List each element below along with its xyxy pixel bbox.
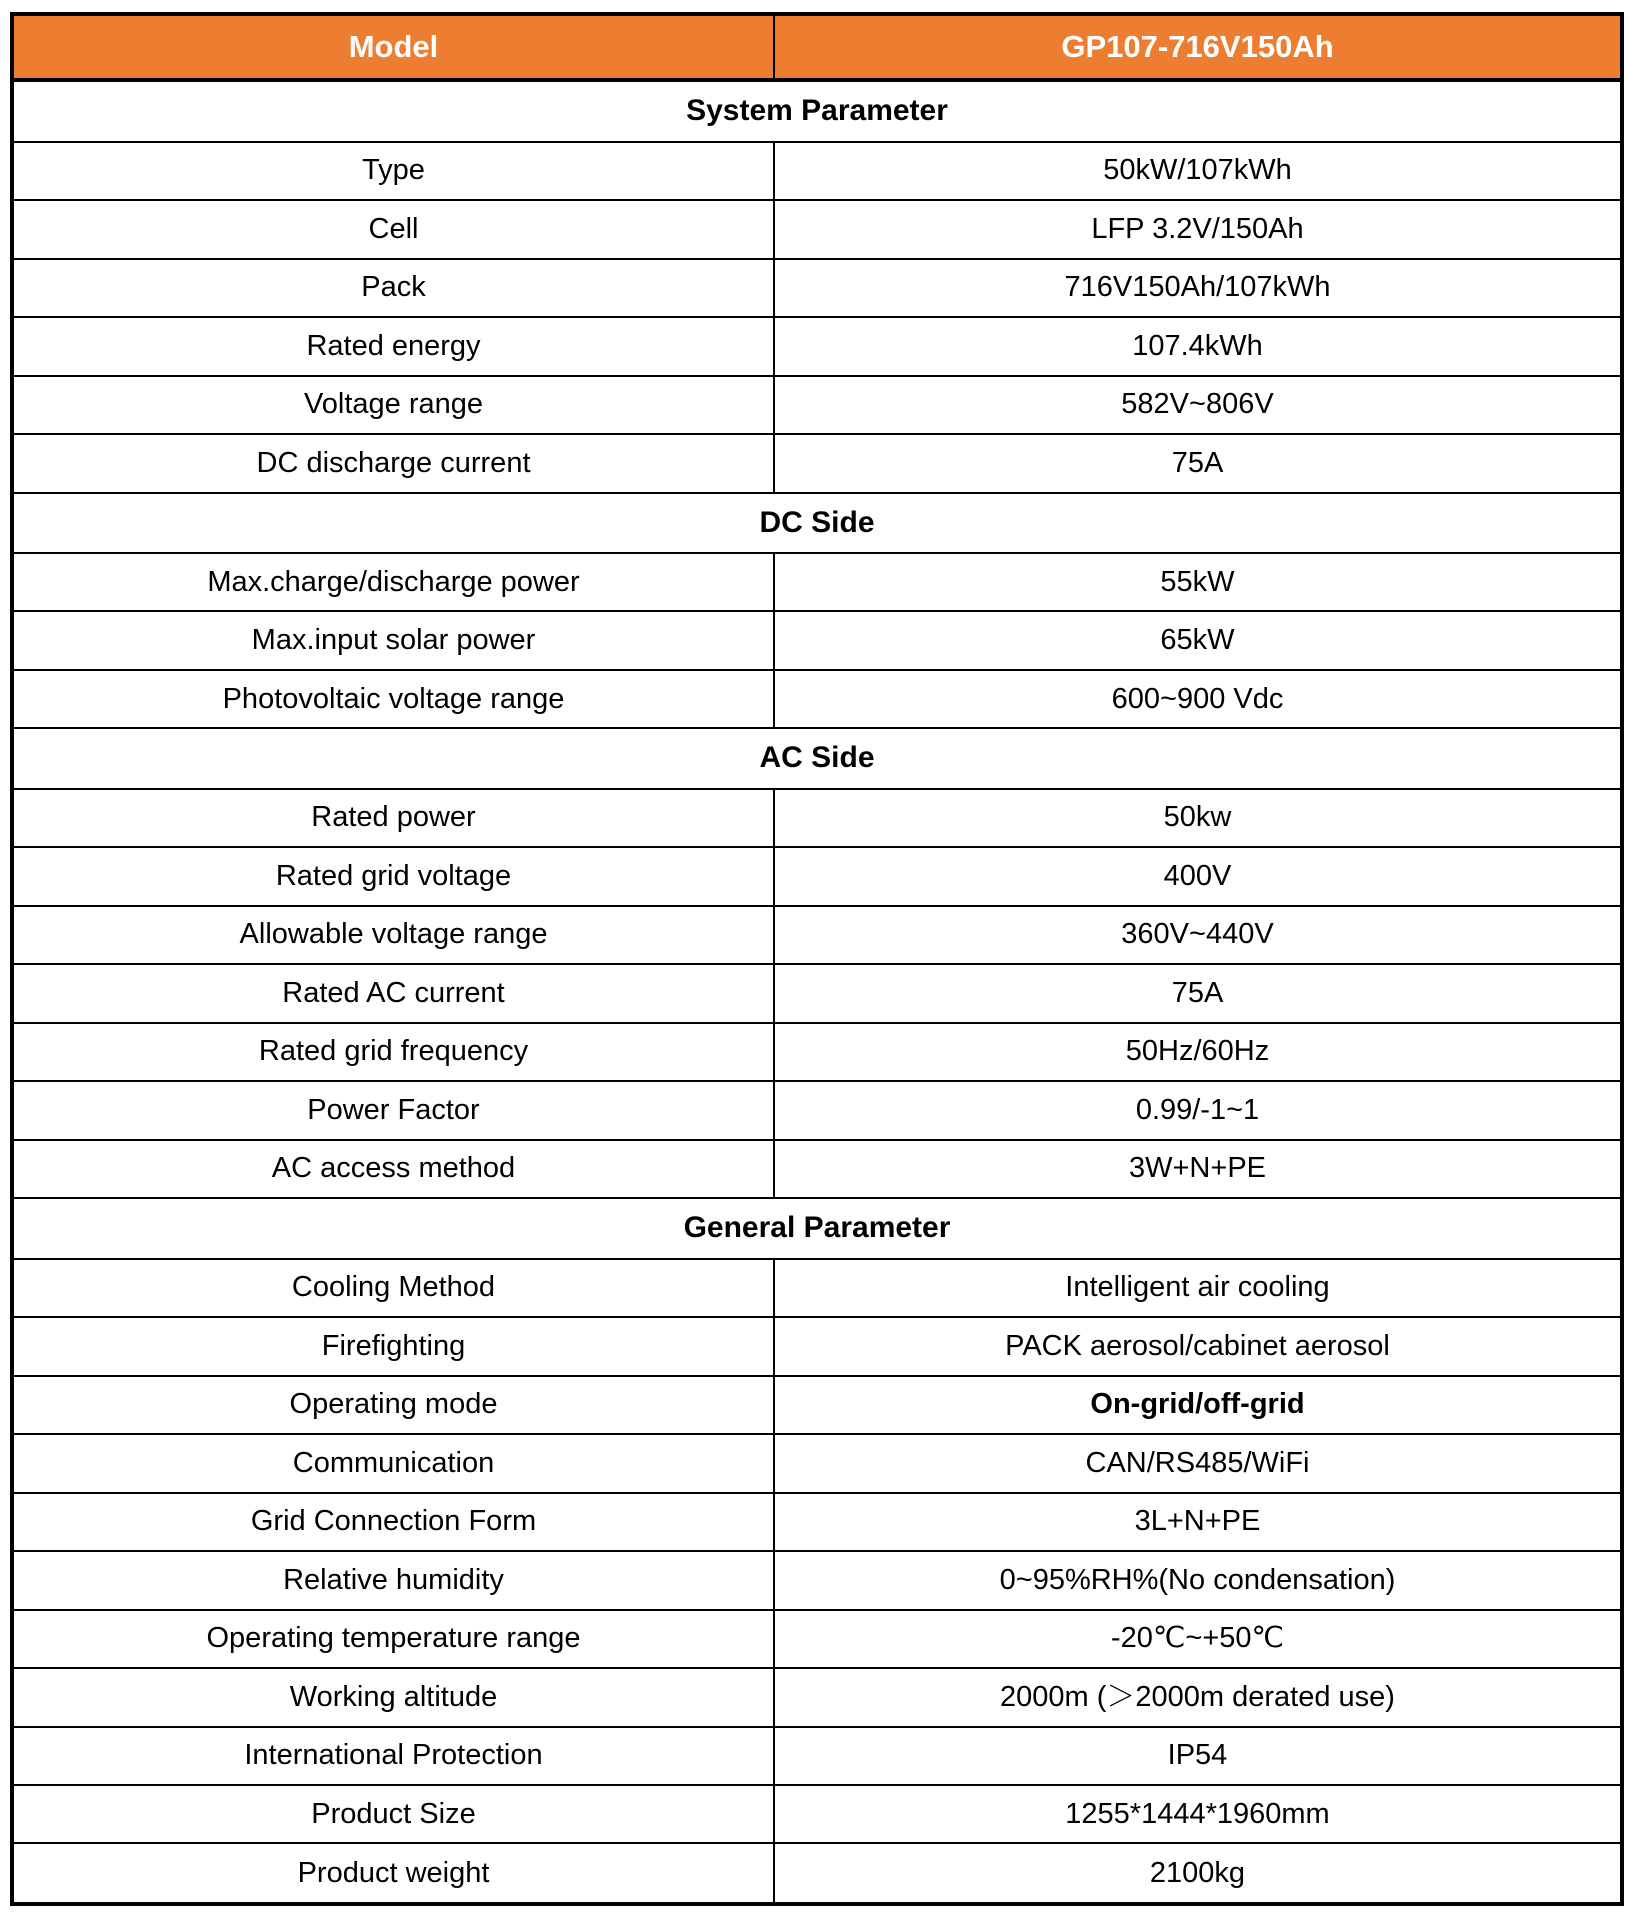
table-row [12, 553, 1622, 611]
param-label: Rated energy [12, 317, 774, 375]
header-row [12, 14, 1622, 80]
param-value: 65kW [774, 611, 1622, 669]
param-value: 50Hz/60Hz [774, 1023, 1622, 1081]
param-label: DC discharge current [12, 434, 774, 492]
param-label: Pack [12, 259, 774, 317]
section-title-dc-side: DC Side [12, 493, 1622, 553]
param-label: Power Factor [12, 1081, 774, 1139]
param-value: 3W+N+PE [774, 1140, 1622, 1198]
param-value: 50kW/107kWh [774, 142, 1622, 200]
table-row [12, 142, 1622, 200]
param-label: Max.charge/discharge power [12, 553, 774, 611]
table-row [12, 1376, 1622, 1434]
param-value: 2100kg [774, 1843, 1622, 1904]
param-label: AC access method [12, 1140, 774, 1198]
table-row [12, 1493, 1622, 1551]
table-row [12, 1610, 1622, 1668]
param-label: Voltage range [12, 376, 774, 434]
param-label: Product weight [12, 1843, 774, 1904]
param-label: Rated power [12, 789, 774, 847]
param-label: Grid Connection Form [12, 1493, 774, 1551]
param-label: Working altitude [12, 1668, 774, 1726]
param-value: 582V~806V [774, 376, 1622, 434]
param-label: International Protection [12, 1727, 774, 1785]
param-value: 0~95%RH%(No condensation) [774, 1551, 1622, 1609]
table-row [12, 376, 1622, 434]
param-label: Relative humidity [12, 1551, 774, 1609]
param-label: Rated AC current [12, 964, 774, 1022]
param-label: Type [12, 142, 774, 200]
param-value: CAN/RS485/WiFi [774, 1434, 1622, 1492]
param-value: IP54 [774, 1727, 1622, 1785]
section-header-row [12, 493, 1622, 553]
table-row [12, 1081, 1622, 1139]
table-row [12, 1140, 1622, 1198]
param-label: Max.input solar power [12, 611, 774, 669]
param-label: Rated grid frequency [12, 1023, 774, 1081]
table-row [12, 317, 1622, 375]
table-row [12, 1023, 1622, 1081]
table-row [12, 434, 1622, 492]
param-value: 600~900 Vdc [774, 670, 1622, 728]
table-row [12, 1668, 1622, 1726]
section-title-ac-side: AC Side [12, 728, 1622, 788]
table-row [12, 1785, 1622, 1843]
param-value: 75A [774, 434, 1622, 492]
table-row [12, 847, 1622, 905]
param-label: Cell [12, 200, 774, 258]
param-label: Rated grid voltage [12, 847, 774, 905]
table-row [12, 1434, 1622, 1492]
param-value-operating-mode: On-grid/off-grid [774, 1376, 1622, 1434]
section-title-system-parameter: System Parameter [12, 80, 1622, 142]
table-row [12, 1551, 1622, 1609]
param-label: Firefighting [12, 1317, 774, 1375]
specification-table [10, 12, 1624, 1906]
param-value: Intelligent air cooling [774, 1259, 1622, 1317]
param-label: Communication [12, 1434, 774, 1492]
param-label: Operating mode [12, 1376, 774, 1434]
model-header-cell: Model [12, 14, 774, 80]
param-value: 55kW [774, 553, 1622, 611]
table-row [12, 1843, 1622, 1904]
param-value: -20℃~+50℃ [774, 1610, 1622, 1668]
param-label: Cooling Method [12, 1259, 774, 1317]
section-title-general-parameter: General Parameter [12, 1198, 1622, 1258]
param-label: Photovoltaic voltage range [12, 670, 774, 728]
param-value: 75A [774, 964, 1622, 1022]
table-row [12, 1317, 1622, 1375]
param-value: 50kw [774, 789, 1622, 847]
param-value: 0.99/-1~1 [774, 1081, 1622, 1139]
param-value: 400V [774, 847, 1622, 905]
table-row [12, 670, 1622, 728]
param-label: Operating temperature range [12, 1610, 774, 1668]
param-value: PACK aerosol/cabinet aerosol [774, 1317, 1622, 1375]
param-label: Allowable voltage range [12, 906, 774, 964]
param-value: 716V150Ah/107kWh [774, 259, 1622, 317]
table-row [12, 611, 1622, 669]
param-value: 107.4kWh [774, 317, 1622, 375]
section-header-row [12, 728, 1622, 788]
param-value: 360V~440V [774, 906, 1622, 964]
param-label: Product Size [12, 1785, 774, 1843]
table-row [12, 1259, 1622, 1317]
section-header-row [12, 80, 1622, 142]
table-row [12, 1727, 1622, 1785]
table-row [12, 200, 1622, 258]
param-value: 1255*1444*1960mm [774, 1785, 1622, 1843]
table-row [12, 964, 1622, 1022]
param-value: 3L+N+PE [774, 1493, 1622, 1551]
section-header-row [12, 1198, 1622, 1258]
model-number-cell: GP107-716V150Ah [774, 14, 1622, 80]
table-row [12, 906, 1622, 964]
table-row [12, 259, 1622, 317]
param-value: LFP 3.2V/150Ah [774, 200, 1622, 258]
table-row [12, 789, 1622, 847]
param-value: 2000m (＞2000m derated use) [774, 1668, 1622, 1726]
